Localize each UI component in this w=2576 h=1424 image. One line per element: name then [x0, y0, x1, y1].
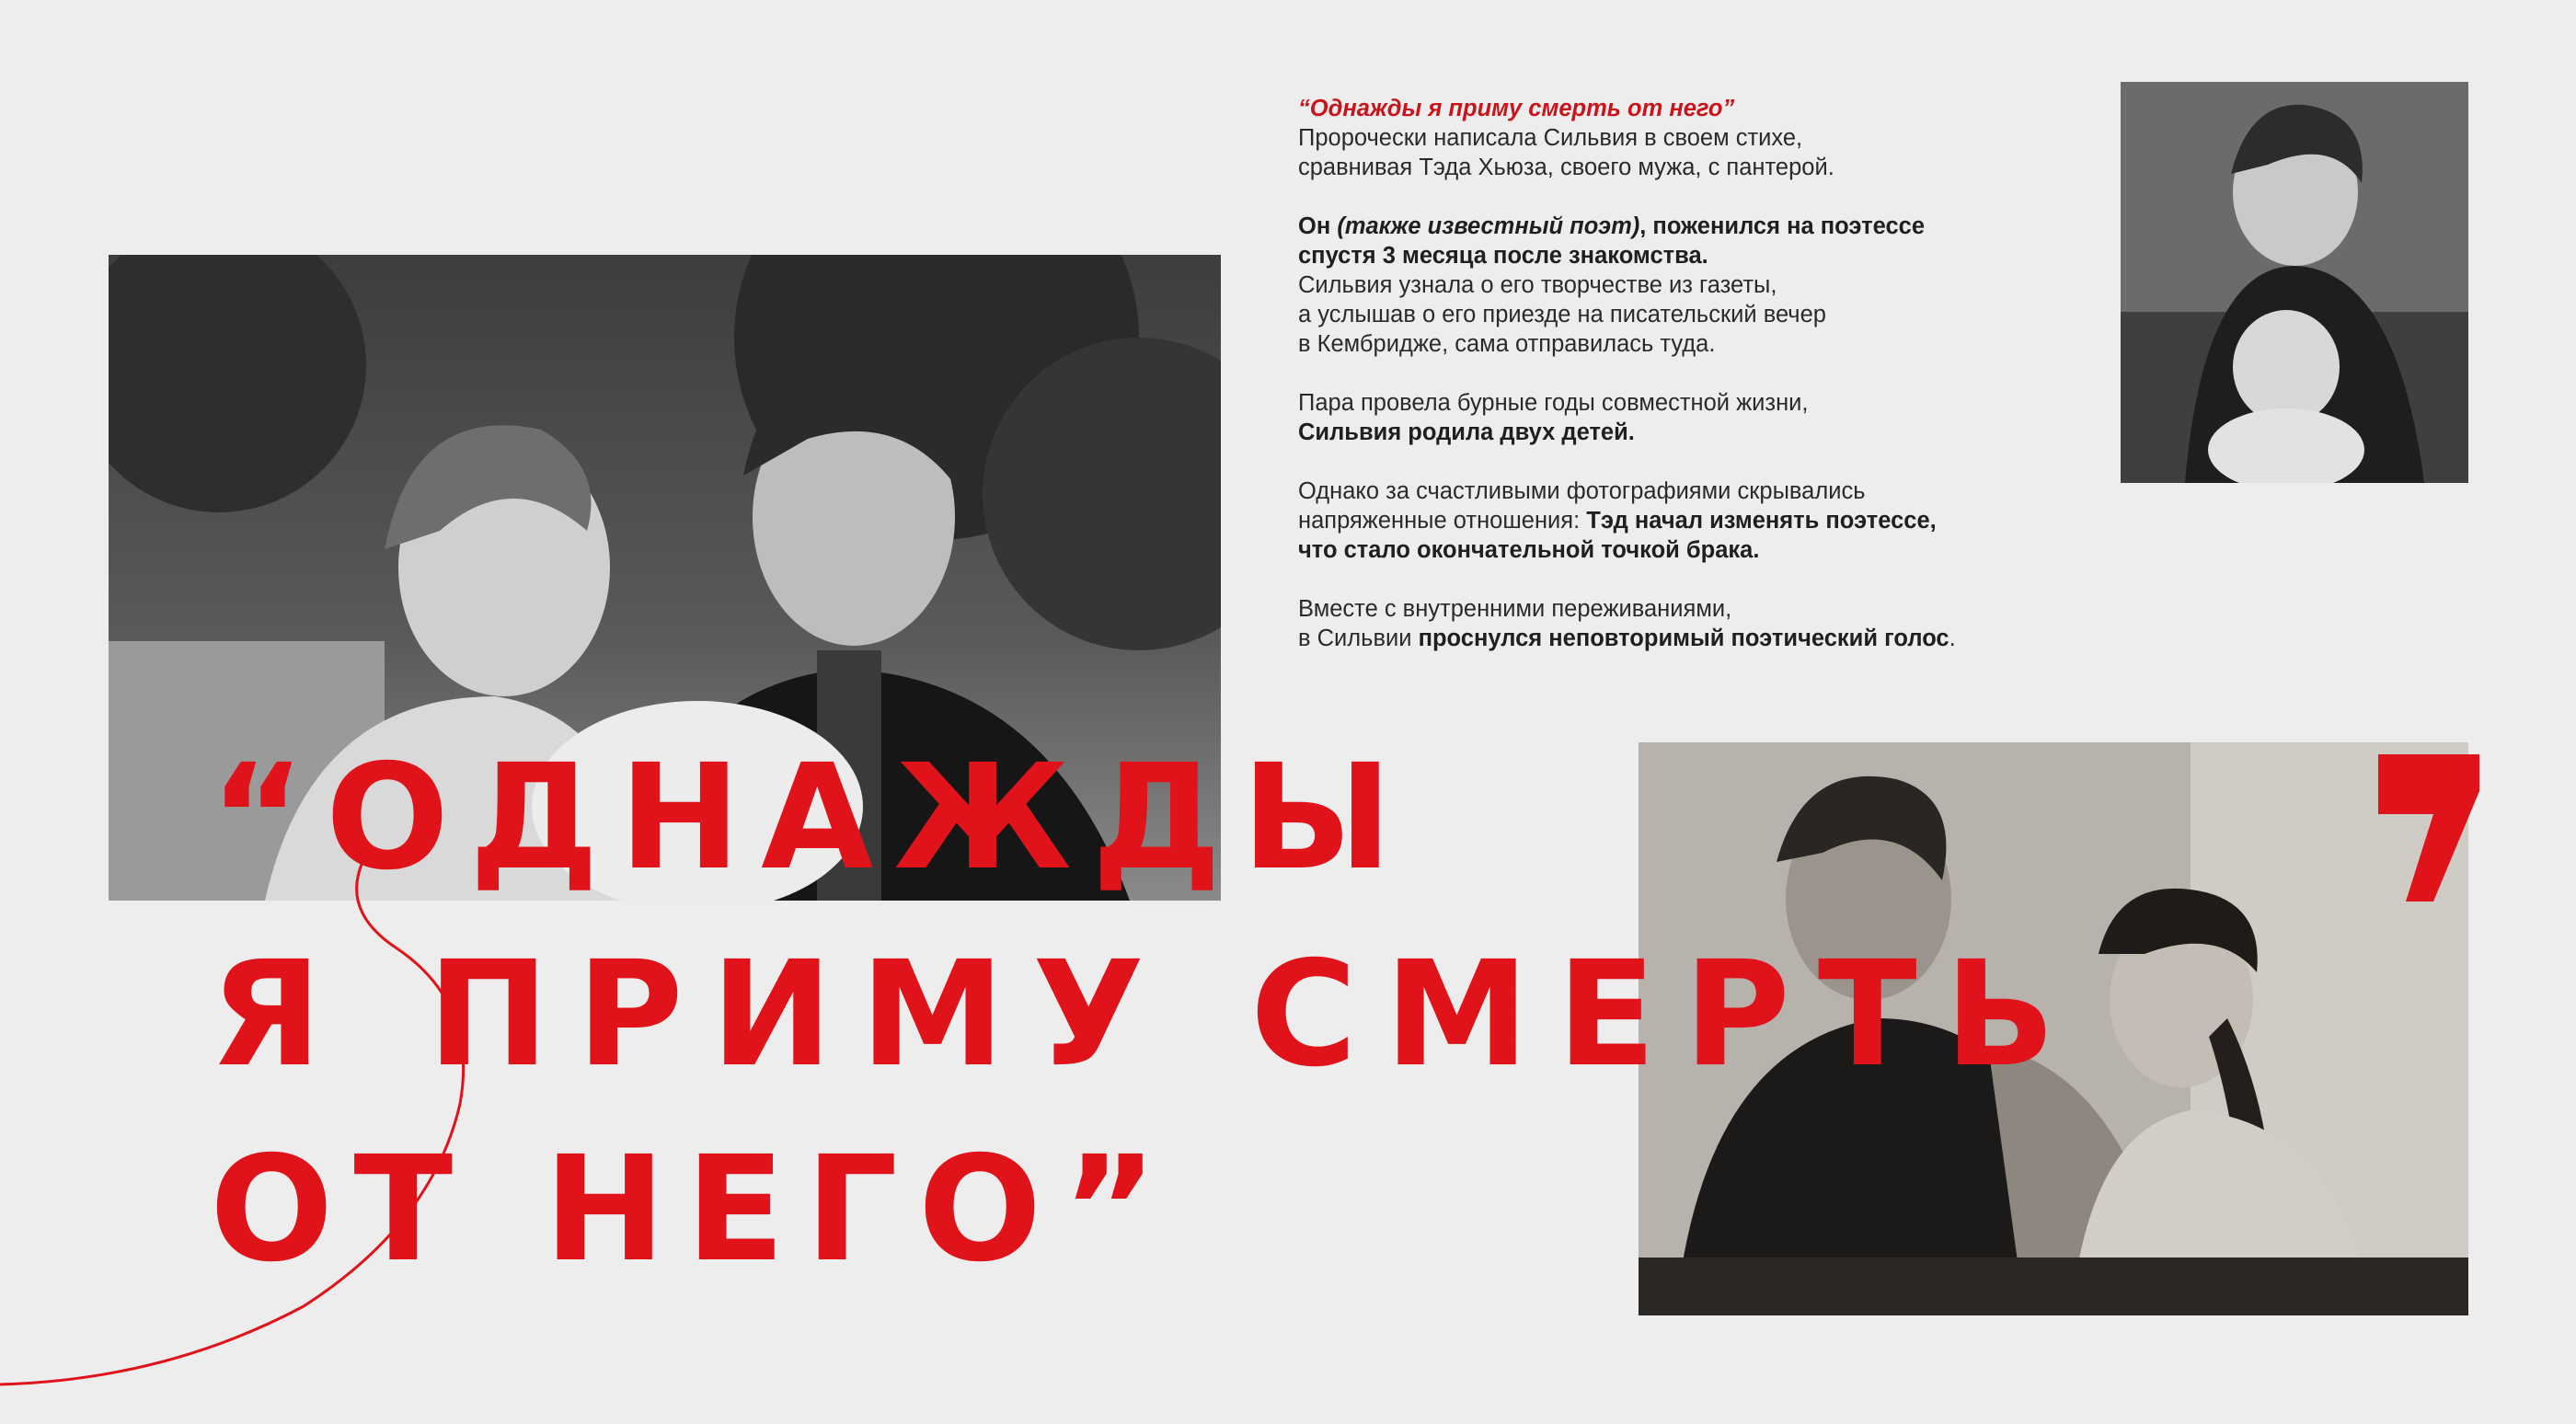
family-line1: Пара провела бурные годы совместной жизни,: [1298, 390, 1809, 416]
headline-line-2: Я ПРИМУ СМЕРТЬ: [210, 930, 2084, 1099]
paragraph-intro-line1: Пророчески написала Сильвия в своем стихе,: [1298, 125, 1803, 151]
marriage-italic: (также известный поэт): [1337, 213, 1640, 239]
apostrophe-mark: [2378, 754, 2479, 911]
headline-line-1: “ОДНАЖДЫ: [210, 733, 1413, 902]
photo-mother-with-child: [2121, 82, 2468, 483]
betrayal-line2-bold: Тэд начал изменять поэтессе,: [1586, 508, 1937, 534]
paragraph-voice: [1298, 594, 2080, 653]
paragraph-family: [1298, 388, 2080, 447]
betrayal-line3-bold: что стало окончательной точкой брака.: [1298, 537, 1760, 563]
quote-title: “Однажды я приму смерть от него”: [1298, 96, 1735, 121]
betrayal-line1: Однако за счастливыми фотографиями скрывались: [1298, 478, 1866, 504]
marriage-line5: в Кембридже, сама отправилась туда.: [1298, 331, 1716, 357]
marriage-line4: а услышав о его приезде на писательский вечер: [1298, 302, 1826, 327]
story-text: [1298, 94, 2080, 683]
paragraph-intro-line2: сравнивая Тэда Хьюза, своего мужа, с пантерой.: [1298, 155, 1834, 180]
marriage-bold-line2: спустя 3 месяца после знакомства.: [1298, 243, 1708, 269]
betrayal-line2-normal: напряженные отношения:: [1298, 508, 1587, 534]
marriage-bold-b: , поженился на поэтессе: [1639, 213, 1926, 239]
family-bold: Сильвия родила двух детей.: [1298, 419, 1635, 445]
marriage-line3: Сильвия узнала о его творчестве из газеты,: [1298, 272, 1777, 298]
voice-line2-normal: в Сильвии: [1298, 626, 1419, 651]
headline-line-3: ОТ НЕГО”: [210, 1125, 1179, 1294]
voice-line2-bold: проснулся неповторимый поэтический голос: [1418, 626, 1949, 651]
voice-line2-end: .: [1949, 626, 1956, 651]
paragraph-intro: [1298, 94, 2080, 182]
voice-line1: Вместе с внутренними переживаниями,: [1298, 596, 1732, 622]
paragraph-betrayal: [1298, 477, 2080, 565]
paragraph-marriage: [1298, 212, 2080, 359]
marriage-bold-a: Он: [1298, 213, 1338, 239]
photo-mother-with-child-image: [2121, 82, 2468, 483]
